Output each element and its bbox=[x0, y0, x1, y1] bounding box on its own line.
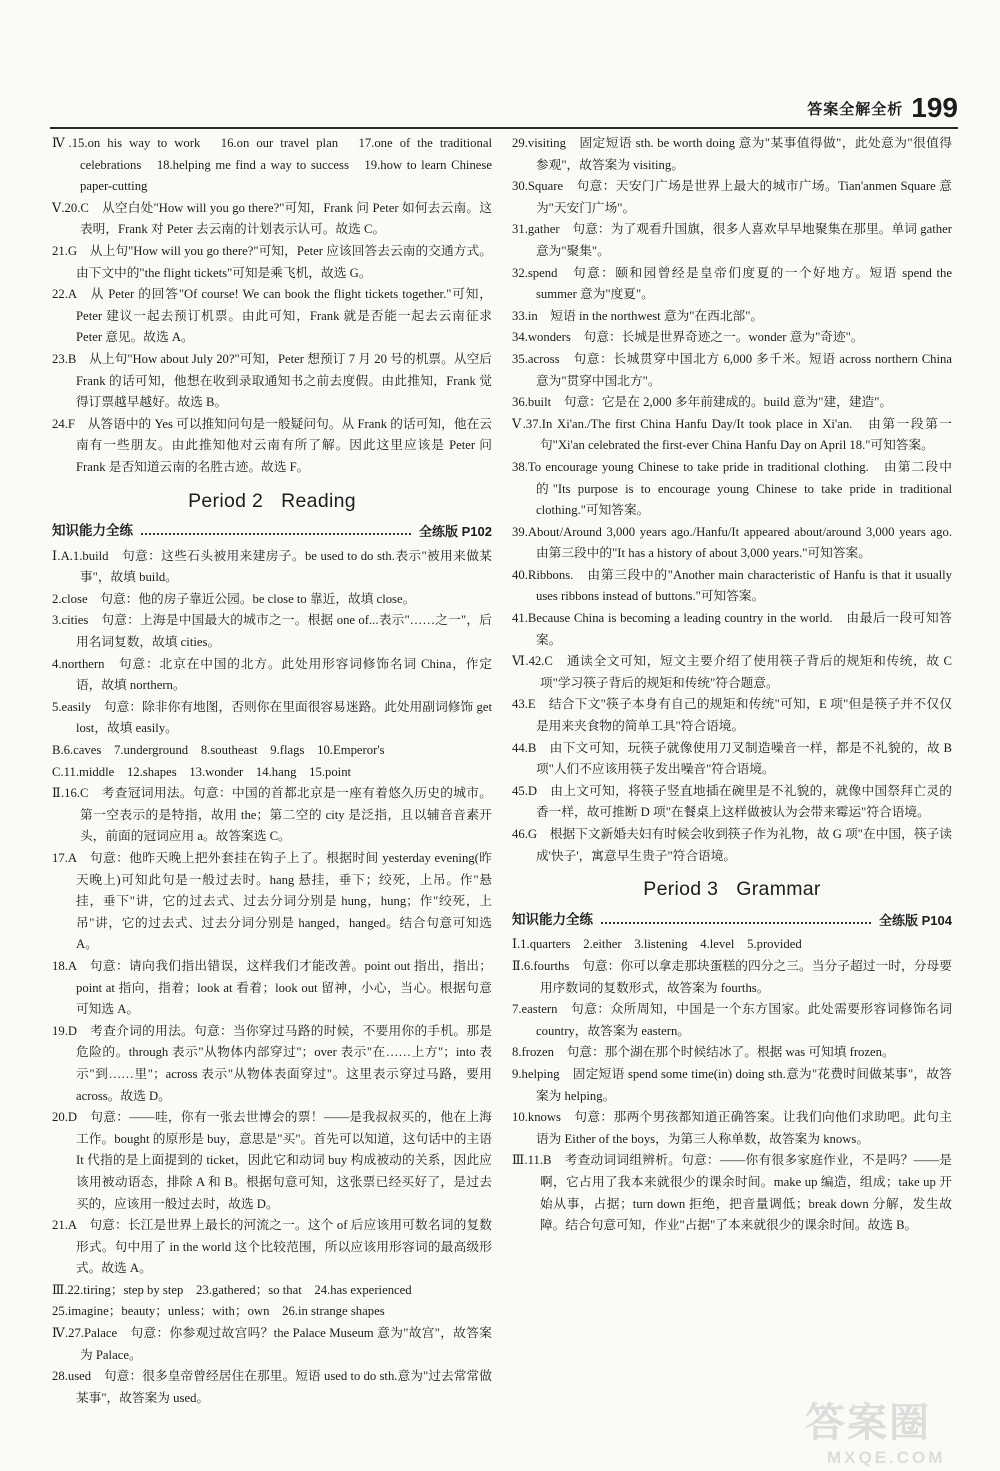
answer-entry: 22.A 从 Peter 的回答"Of course! We can book the flight tickets together."可知，Peter 建议一起去预订机票。由此可知，Frank 就是否能一起去云南征求 Peter 意见。故选 A。 bbox=[52, 287, 492, 345]
left-column bbox=[52, 133, 492, 1409]
answer-entry: 38.To encourage young Chinese to take pride in traditional clothing. 由第二段中的"Its purpose is to encourage young Chinese to take pride in traditional clothing."可知答案。 bbox=[512, 459, 952, 518]
page-number: 199 bbox=[911, 92, 958, 123]
answer-entry: 10.knows 句意：那两个男孩都知道正确答案。让我们向他们求助吧。此句主语为 Either of the boys，为第三人称单数，故答案为 knows。 bbox=[512, 1110, 952, 1146]
period-3-heading bbox=[512, 879, 952, 901]
section-title: 知识能力全练 bbox=[52, 523, 133, 540]
answer-entry: 2.close 句意：他的房子靠近公园。be close to 靠近，故填 close。 bbox=[52, 591, 416, 606]
answer-entry: Ⅱ.16.C 考查冠词用法。句意：中国的首都北京是一座有着悠久历史的城市。第一空表示的是特指，故用 the；第二空的 city 是泛指，且以辅音音素开头，前面的冠词应用 a。故答案选 C。 bbox=[52, 786, 492, 844]
watermark-logo-text: 答案圈 bbox=[805, 1400, 931, 1446]
answer-entry: B.6.caves 7.underground 8.southeast 9.flags 10.Emperor's bbox=[52, 743, 385, 758]
header-rule bbox=[50, 127, 958, 129]
answers-period-3 bbox=[512, 934, 952, 1236]
answer-entry: 7.eastern 句意：众所周知，中国是一个东方国家。此处需要形容词修饰名词 country，故答案为 eastern。 bbox=[512, 1002, 952, 1038]
answers-period-1 bbox=[52, 133, 492, 479]
period-2-label: Period 2 bbox=[188, 489, 264, 512]
dotted-leader bbox=[601, 922, 871, 924]
answer-entry: 4.northern 句意：北京在中国的北方。此处用形容词修饰名词 China，作定语，故填 northern。 bbox=[52, 656, 492, 693]
section-title: 知识能力全练 bbox=[512, 911, 593, 928]
answer-entry: 21.A 句意：长江是世界上最长的河流之一。这个 of 后应该用可数名词的复数形式。句中用了 in the world 这个比较范围，所以应该用形容词的最高级形式。故选 A。 bbox=[52, 1218, 492, 1276]
answer-entry: 32.spend 句意：颐和园曾经是皇帝们度夏的一个好地方。短语 spend the summer 意为"度夏"。 bbox=[512, 265, 952, 302]
answer-entry: 41.Because China is becoming a leading country in the world. 由最后一段可知答案。 bbox=[512, 611, 952, 647]
answer-entry: 30.Square 句意：天安门广场是世界上最大的城市广场。Tian'anmen Square 意为"天安门广场"。 bbox=[512, 179, 952, 215]
answers-period-2 bbox=[52, 546, 492, 1410]
answer-entry: 18.A 句意：请向我们指出错误，这样我们才能改善。point out 指出，指出；point at 指向，指着；look at 看着；look out 留神，小心，当心。根据句意可知选 A。 bbox=[52, 958, 492, 1017]
header-title: 答案全解全析 bbox=[807, 99, 904, 118]
answer-entry: 9.helping 固定短语 spend some time(in) doing sth.意为"花费时间做某事"，故答案为 helping。 bbox=[512, 1066, 952, 1103]
answer-entry: Ⅰ.1.quarters 2.either 3.listening 4.level 5.provided bbox=[512, 937, 802, 952]
answer-entry: 24.F 从答语中的 Yes 可以推知问句是一般疑问句。从 Frank 的话可知，他在云南有一些朋友。由此推知他对云南有所了解。因此这里应该是 Peter 问 Frank 是否知道云南的名胜古迹。故选 F。 bbox=[52, 416, 492, 474]
dotted-leader bbox=[141, 533, 411, 535]
answer-entry: 34.wonders 句意：长城是世界奇迹之一。wonder 意为"奇迹"。 bbox=[512, 330, 864, 345]
right-column bbox=[512, 133, 965, 1237]
answer-entry: Ⅲ.11.B 考查动词词组辨析。句意：——你有很多家庭作业，不是吗？——是啊，它占用了我本来就很少的课余时间。make up 编造，组成；take up 开始从事，占据；turn down 拒绝，把音量调低；break down 分解，发生故障。结合句意可知，作业"占据"了本来就很少的课余时间。故选 B。 bbox=[512, 1153, 952, 1233]
page-header bbox=[807, 92, 958, 124]
answer-entry: 29.visiting 固定短语 sth. be worth doing 意为"某事值得做"，此处意为"很值得参观"，故答案为 visiting。 bbox=[512, 136, 952, 172]
answer-entry: 45.D 由上文可知，将筷子竖直地插在碗里是不礼貌的，就像中国祭拜亡灵的香一样，故可推断 D 项"在餐桌上这样做被认为会带来霉运"符合语境。 bbox=[512, 783, 952, 820]
answer-entry: 28.used 句意：很多皇帝曾经居住在那里。短语 used to do sth.意为"过去常常做某事"，故答案为 used。 bbox=[52, 1369, 492, 1405]
site-watermark bbox=[805, 1391, 970, 1467]
answer-entry: 21.G 从上句"How will you go there?"可知，Peter 应该回答去云南的交通方式。由下文中的"the flight tickets"可知是乘飞机，故选 G。 bbox=[52, 243, 492, 280]
section-bar-period-3 bbox=[512, 910, 952, 932]
watermark-url: MXQE.COM bbox=[827, 1448, 946, 1467]
answer-entry: 39.About/Around 3,000 years ago./Hanfu/It appeared about/around 3,000 years ago. 由第三段中的"It has a history of about 3,000 years."可知答案。 bbox=[512, 524, 965, 561]
answer-entry: 33.in 短语 in the northwest 意为"在西北部"。 bbox=[512, 308, 764, 323]
answer-entry: C.11.middle 12.shapes 13.wonder 14.hang 15.point bbox=[52, 764, 352, 779]
answers-period-2-continued bbox=[512, 133, 965, 867]
answer-entry: 5.easily 句意：除非你有地图，否则你在里面很容易迷路。此处用副词修饰 get lost，故填 easily。 bbox=[52, 699, 492, 736]
answer-entry: 46.G 根据下文新婚夫妇有时候会收到筷子作为礼物，故 G 项"在中国，筷子读成'快子'，寓意早生贵子"符合语境。 bbox=[512, 827, 952, 863]
answer-entry: 8.frozen 句意：那个湖在那个时候结冰了。根据 was 可知填 frozen。 bbox=[512, 1045, 895, 1060]
period-3-label: Period 3 bbox=[643, 878, 719, 901]
answer-entry: 23.B 从上句"How about July 20?"可知，Peter 想预订 7 月 20 号的机票。从空后 Frank 的话可知，他想在收到录取通知书之前去度假。由此推知，Frank 觉得订票越早越好。故选 B。 bbox=[52, 351, 492, 410]
answer-entry: 31.gather 句意：为了观看升国旗，很多人喜欢早早地聚集在那里。单词 gather 意为"聚集"。 bbox=[512, 222, 952, 258]
answer-entry: Ⅲ.22.tiring；step by step 23.gathered；so that 24.has experienced bbox=[52, 1282, 412, 1297]
section-ref: 全练版 P104 bbox=[879, 912, 952, 928]
answer-entry: Ⅵ.42.C 通读全文可知，短文主要介绍了使用筷子背后的规矩和传统，故 C 项"学习筷子背后的规矩和传统"符合题意。 bbox=[512, 654, 952, 690]
answer-entry: Ⅴ.20.C 从空白处"How will you go there?"可知，Frank 问 Peter 如何去云南。这表明，Frank 对 Peter 去云南的计划表示认可。故选 C。 bbox=[52, 200, 492, 237]
section-ref: 全练版 P102 bbox=[419, 524, 492, 540]
answer-entry: Ⅴ.37.In Xi'an./The first China Hanfu Day/It took place in Xi'an. 由第一段第一句"Xi'an celebrated the first-ever China Hanfu Day on April 18."可知答案。 bbox=[512, 416, 952, 453]
answer-entry: 40.Ribbons. 由第三段中的"Another main characteristic of Hanfu is that it usually uses ribbons instead of buttons."可知答案。 bbox=[512, 567, 952, 604]
answer-entry: 17.A 句意：他昨天晚上把外套挂在钩子上了。根据时间 yesterday evening(昨天晚上)可知此句是一般过去时。hang 悬挂，垂下；绞死，上吊。作"悬挂，垂下"讲，它的过去式、过去分词分别是 hung，hung；作"绞死，上吊"讲，它的过去式、过去分词分别是 hanged，hanged。结合句意可知选 A。 bbox=[52, 851, 492, 952]
answer-entry: 43.E 结合下文"筷子本身有自己的规矩和传统"可知，E 项"但是筷子并不仅仅是用来夹食物的简单工具"符合语境。 bbox=[512, 697, 952, 734]
answer-entry: Ⅱ.6.fourths 句意：你可以拿走那块蛋糕的四分之三。当分子超过一时，分母要用序数词的复数形式，故答案为 fourths。 bbox=[512, 958, 952, 995]
answer-entry: Ⅳ.27.Palace 句意：你参观过故宫吗？the Palace Museum 意为"故宫"，故答案为 Palace。 bbox=[52, 1326, 492, 1362]
period-3-title: Grammar bbox=[736, 878, 821, 901]
answer-entry: 20.D 句意：——哇，你有一张去世博会的票！——是我叔叔买的，他在上海工作。bought 的原形是 buy，意思是"买"。首先可以知道，这句话中的主语 It 代指的是上面提到的 ticket，因此它和动词 buy 构成被动的关系，因此应该用被动语态，排除 A 和 B。根据句意可知，这张票已经买好了，是过去买的，应该用一般过去时，故选 D。 bbox=[52, 1110, 492, 1211]
answer-entry: Ⅰ.A.1.build 句意：这些石头被用来建房子。be used to do sth.表示"被用来做某事"，故填 build。 bbox=[52, 548, 492, 585]
answer-entry: 35.across 句意：长城贯穿中国北方 6,000 多千米。短语 across northern China 意为"贯穿中国北方"。 bbox=[512, 351, 952, 388]
answer-entry: 25.imagine；beauty；unless；with；own 26.in strange shapes bbox=[52, 1304, 385, 1319]
answer-entry: 3.cities 句意：上海是中国最大的城市之一。根据 one of...表示"……之一"，后用名词复数，故填 cities。 bbox=[52, 613, 492, 650]
answer-entry: 36.built 句意：它是在 2,000 多年前建成的。build 意为"建，建造"。 bbox=[512, 395, 893, 410]
answer-entry: 19.D 考查介词的用法。句意：当你穿过马路的时候，不要用你的手机。那是危险的。through 表示"从物体内部穿过"；over 表示"在……上方"；into 表示"到……里"；across 表示"从物体表面穿过"。这里表示穿过马路，要用 across。故选 D。 bbox=[52, 1023, 492, 1103]
answer-entry: Ⅳ.15.on his way to work 16.on our travel plan 17.one of the traditional celebrations 18.helping me find a way to success 19.how to learn Chinese paper-cutting bbox=[52, 136, 492, 194]
period-2-heading bbox=[52, 491, 492, 513]
answer-entry: 44.B 由下文可知，玩筷子就像使用刀叉制造噪音一样，都是不礼貌的，故 B 项"人们不应该用筷子发出噪音"符合语境。 bbox=[512, 740, 952, 777]
period-2-title: Reading bbox=[281, 489, 356, 512]
section-bar-period-2 bbox=[52, 521, 492, 543]
